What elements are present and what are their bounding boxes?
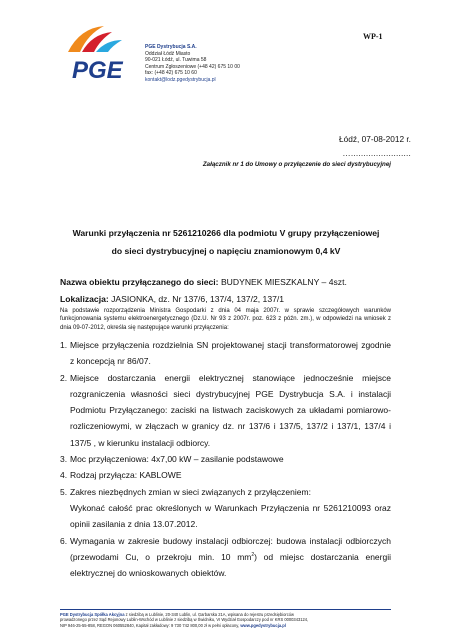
item-number: 1. <box>60 340 68 350</box>
legal-basis-paragraph: Na podstawie rozporządzenia Ministra Gospodarki z dnia 04 maja 2007r. w sprawie szczegółowych warunków funkcjonowania systemu elektroenergetycznego (Dz.U. Nr 93 z 2007r. poz. 623 z późn. zm.), w odpowiedzi na wniosek z dnia 09-07-2012, określa się następujące warunki przyłączenia: <box>60 308 391 331</box>
document-date: Łódź, 07-08-2012 r. <box>339 134 411 144</box>
company-email-link[interactable]: kontakt@lodz.pgedystrybucja.pl <box>145 76 216 83</box>
item-number: 5. <box>60 486 68 497</box>
superscript-2: 2 <box>251 552 255 559</box>
signature-dots: …........................ <box>342 148 411 158</box>
location-row <box>60 294 284 304</box>
footer-line-1-text: z siedzibą w Lublinie, 20-340 Lublin, ul. Garbarska 21A, wpisana do rejestru przedsiębiorców <box>124 612 294 617</box>
footer-company-name: PGE Dystrybucja Spółka Akcyjna <box>60 612 125 617</box>
company-phone: Centrum Zgłoszeniowe (+48 42) 675 10 00 <box>145 63 240 70</box>
list-item <box>60 484 391 500</box>
item-number: 3. <box>60 454 68 465</box>
footer-line-2: prowadzonego przez Sąd Rejonowy Lublin-Wschód w Lublinie z siedzibą w Świdniku, VI Wydział Gospodarczy pod nr KRS 0000343124, <box>60 617 309 623</box>
list-item <box>60 451 391 467</box>
pge-logo <box>58 22 138 84</box>
company-name: PGE Dystrybucja S.A. <box>145 44 197 50</box>
item-text: Miejsce przyłączenia rozdzielnia SN projektowanej stacji transformatorowej zgodnie z koncepcją nr 86/07. <box>70 340 391 367</box>
document-title-line-1: Warunki przyłączenia nr 5261210266 dla podmiotu V grupy przyłączeniowej <box>72 228 380 238</box>
document-title-line-2: do sieci dystrybucyjnej o napięciu znamionowym 0,4 kV <box>111 246 341 256</box>
object-name-row <box>60 277 347 287</box>
list-item <box>60 467 391 483</box>
location-value: JASIONKA, dz. Nr 137/6, 137/4, 137/2, 137/1 <box>108 294 285 304</box>
footer-line-3-text: NIP 946-25-55-858, REGON 060552840, Kapitał zakładowy: 9 730 742 800,00 zł w pełni opłacony, <box>60 622 241 628</box>
footer-divider <box>60 609 391 610</box>
item-text: Wykonać całość prac określonych w Warunkach Przyłączenia nr 5261210093 oraz opinii zasilania z dnia 13.07.2012. <box>70 502 391 530</box>
location-label: Lokalizacja: <box>60 294 109 304</box>
item-number: 6. <box>60 535 68 546</box>
list-item <box>60 533 391 582</box>
item-number: 2. <box>60 372 68 383</box>
item6-text-after: ) od miejsc dostarczania energii elektrycznej do wnioskowanych obiektów. <box>70 551 391 579</box>
item-text: Miejsce dostarczania energii elektrycznej stanowiące jednocześnie miejsce rozgraniczenia własności sieci dystrybucyjnej PGE Dystrybucja S.A. i instalacji Podmiotu Przyłączanego: zaciski na listwach zaciskowych za układami pomiarowo-rozliczeniowymi, w złączach w granicy dz. nr 137/6 i 137/5, 137/2 i 137/1, 137/4 i 137/5 , w kierunku instalacji odbiorcy. <box>70 372 391 448</box>
item-text: Moc przyłączeniowa: 4x7,00 kW – zasilanie podstawowe <box>70 454 284 465</box>
company-street: 90-021 Łódź, ul. Tuwima 58 <box>145 57 207 64</box>
object-name-value: BUDYNEK MIESZKALNY – 4szt. <box>218 277 347 287</box>
annex-note: Załącznik nr 1 do Umowy o przyłączenie do sieci dystrybucyjnej <box>202 161 391 168</box>
list-item <box>60 370 391 451</box>
footer-website-link[interactable]: www.pgedystrybucja.pl <box>240 622 286 628</box>
logo-text: PGE <box>72 57 123 84</box>
company-branch: Oddział Łódź Miasto <box>145 50 191 57</box>
footer-line-3 <box>60 623 391 628</box>
list-item <box>60 337 391 370</box>
item-text: Zakres niezbędnych zmian w sieci związanych z przyłączeniem: <box>70 486 311 497</box>
conditions-list <box>60 337 391 581</box>
item-text: Rodzaj przyłącza: KABLOWE <box>70 470 182 481</box>
item6-text-before: Wymagania w zakresie budowy instalacji odbiorczej: budowa instalacji odbiorczych (przewodami Cu, o przekroju min. 10 mm <box>70 535 391 562</box>
list-item <box>60 500 391 533</box>
item-text <box>70 533 391 582</box>
company-address-block <box>145 44 240 84</box>
document-code: WP-1 <box>363 32 383 41</box>
footer <box>60 612 391 628</box>
item-number: 4. <box>60 470 68 481</box>
object-name-label: Nazwa obiektu przyłączanego do sieci: <box>60 277 219 287</box>
company-fax: fax: (+48 42) 675 10 60 <box>145 70 197 77</box>
item-number <box>60 500 70 533</box>
